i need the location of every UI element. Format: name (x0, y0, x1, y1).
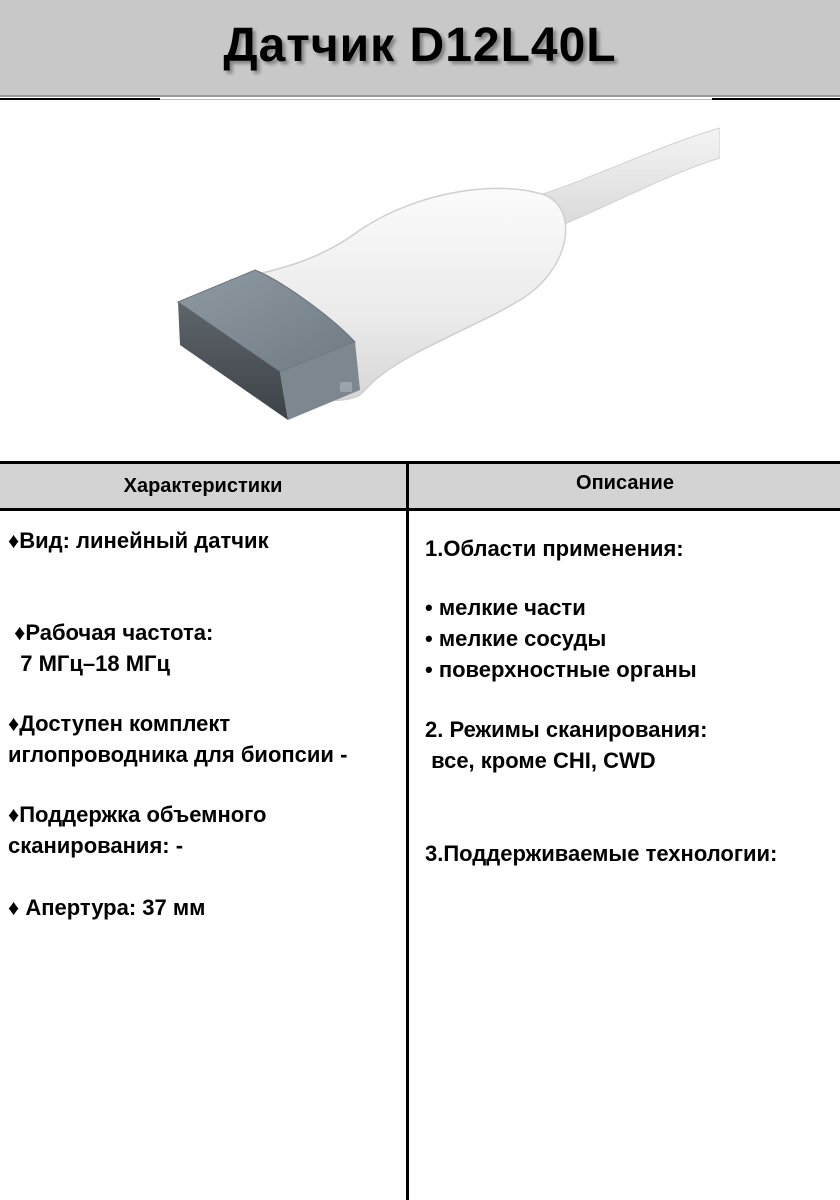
table-header-border (0, 508, 840, 511)
spec-type: ♦Вид: линейный датчик (8, 528, 269, 553)
table-header (0, 464, 840, 508)
spec-biopsy-value: иглопроводника для биопсии - (8, 742, 348, 767)
desc-application-item: • поверхностные органы (425, 657, 697, 682)
desc-modes-value: все, кроме CHI, CWD (425, 748, 656, 773)
spec-volume-label: ♦Поддержка объемного (8, 802, 267, 827)
header-characteristics: Характеристики (123, 474, 283, 497)
desc-application-item: • мелкие части (425, 595, 586, 620)
divider-middle (160, 99, 712, 100)
desc-applications-heading: 1.Области применения: (425, 536, 684, 561)
probe-image (160, 120, 720, 455)
header-description: Описание (576, 472, 674, 494)
spec-volume-value: сканирования: - (8, 833, 184, 858)
page-title: Датчик D12L40L (223, 19, 617, 72)
column-divider (406, 461, 409, 1200)
desc-technologies-heading: 3.Поддерживаемые технологии: (425, 841, 778, 866)
divider-left (0, 98, 160, 100)
desc-application-item: • мелкие сосуды (425, 626, 607, 651)
spec-aperture: ♦ Апертура: 37 мм (8, 895, 206, 920)
title-banner (0, 0, 840, 97)
spec-frequency-label: ♦Рабочая частота: (8, 620, 214, 645)
divider-right (712, 98, 840, 100)
desc-modes-heading: 2. Режимы сканирования: (425, 717, 708, 742)
spec-frequency-value: 7 МГц–18 МГц (8, 651, 171, 676)
spec-biopsy-label: ♦Доступен комплект (8, 711, 231, 736)
